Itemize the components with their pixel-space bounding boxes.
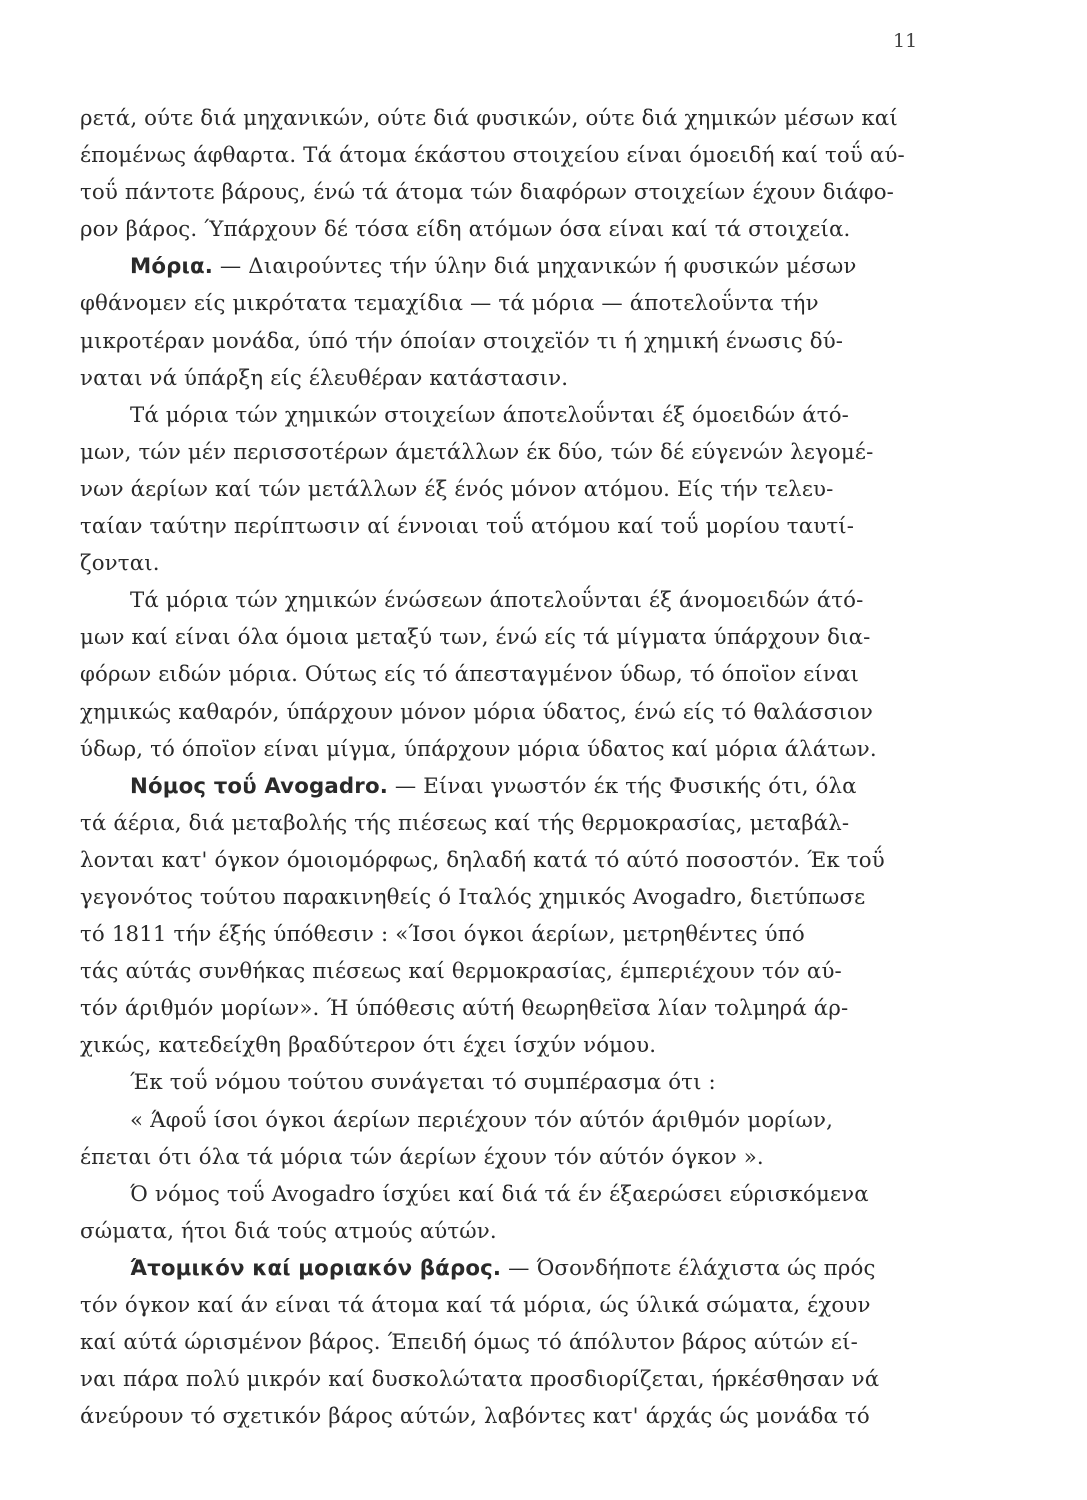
text-line (80, 879, 940, 916)
line-text: Τά μόρια τών χημικών στοιχείων άποτελοΰνται έξ όμοειδών άτό- (130, 402, 850, 428)
line-text: σώματα, ήτοι διά τούς ατμούς αύτών. (80, 1218, 497, 1244)
text-line (80, 916, 940, 953)
text-line (80, 1250, 940, 1287)
line-text: έπομένως άφθαρτα. Τά άτομα έκάστου στοιχείου είναι όμοειδή καί τοΰ αύ- (80, 143, 905, 169)
line-text: « Άφοΰ ίσοι όγκοι άερίων περιέχουν τόν αύτόν άριθμόν μορίων, (130, 1107, 833, 1133)
line-text: τόν άριθμόν μορίων». Ή ύπόθεσις αύτή θεωρηθεϊσα λίαν τολμηρά άρ- (80, 996, 849, 1022)
line-text: — Διαιρούντες τήν ύλην διά μηχανικών ή φυσικών μέσων (213, 254, 857, 280)
text-line (80, 1064, 940, 1101)
text-line (80, 1398, 940, 1435)
text-line (80, 582, 940, 619)
text-line (80, 285, 940, 322)
line-text: ναι πάρα πολύ μικρόν καί δυσκολώτατα προσδιορίζεται, ήρκέσθησαν νά (80, 1367, 880, 1393)
line-text: ύδωρ, τό όποϊον είναι μίγμα, ύπάρχουν μόρια ύδατος καί μόρια άλάτων. (80, 736, 877, 762)
text-line (80, 248, 940, 285)
line-text: γεγονότος τούτου παρακινηθείς ό Ιταλός χημικός Avogadro, διετύπωσε (80, 884, 866, 910)
line-text: Ό νόμος τοΰ Avogadro ίσχύει καί διά τά έν έξαερώσει εύρισκόμενα (130, 1181, 869, 1207)
text-line (80, 397, 940, 434)
text-line (80, 211, 940, 248)
text-line (80, 100, 940, 137)
line-text: νων άερίων καί τών μετάλλων έξ ένός μόνον ατόμου. Είς τήν τελευ- (80, 476, 834, 502)
line-text: καί αύτά ώρισμένον βάρος. Έπειδή όμως τό άπόλυτον βάρος αύτών εί- (80, 1330, 858, 1356)
line-text: ταίαν ταύτην περίπτωσιν αί έννοιαι τοΰ ατόμου καί τοΰ μορίου ταυτί- (80, 514, 855, 540)
text-line (80, 434, 940, 471)
line-text: Έκ τοΰ νόμου τούτου συνάγεται τό συμπέρασμα ότι : (130, 1070, 716, 1096)
text-line (80, 1361, 940, 1398)
text-line (80, 1213, 940, 1250)
line-text: μων καί είναι όλα όμοια μεταξύ των, ένώ είς τά μίγματα ύπάρχουν δια- (80, 625, 871, 651)
text-line (80, 323, 940, 360)
line-text: ρον βάρος. Ύπάρχουν δέ τόσα είδη ατόμων όσα είναι καί τά στοιχεία. (80, 217, 851, 243)
line-text: έπεται ότι όλα τά μόρια τών άερίων έχουν τόν αύτόν όγκον ». (80, 1144, 764, 1170)
line-text: τόν όγκον καί άν είναι τά άτομα καί τά μόρια, ώς ύλικά σώματα, έχουν (80, 1293, 871, 1318)
line-text: χημικώς καθαρόν, ύπάρχουν μόνον μόρια ύδατος, ένώ είς τό θαλάσσιον (80, 699, 873, 725)
line-text: μων, τών μέν περισσοτέρων άμετάλλων έκ δύο, τών δέ εύγενών λεγομέ- (80, 439, 874, 465)
line-text: — Όσονδήποτε έλάχιστα ώς πρός (501, 1255, 876, 1281)
text-line (80, 842, 940, 879)
line-text: τάς αύτάς συνθήκας πιέσεως καί θερμοκρασίας, έμπεριέχουν τόν αύ- (80, 959, 842, 985)
text-line (80, 545, 940, 582)
page-number: 11 (893, 30, 918, 52)
text-line (80, 1324, 940, 1361)
line-text: — Είναι γνωστόν έκ τής Φυσικής ότι, όλα (388, 773, 857, 799)
text-line (80, 768, 940, 805)
text-line (80, 619, 940, 656)
body-text (80, 100, 940, 1435)
text-line (80, 805, 940, 842)
text-line (80, 953, 940, 990)
line-text: χικώς, κατεδείχθη βραδύτερον ότι έχει ίσχύν νόμου. (80, 1033, 657, 1059)
text-line (80, 137, 940, 174)
line-text: ναται νά ύπάρξη είς έλευθέραν κατάστασιν. (80, 365, 569, 391)
line-text: άνεύρουν τό σχετικόν βάρος αύτών, λαβόντες κατ' άρχάς ώς μονάδα τό (80, 1404, 870, 1430)
line-text: ρετά, ούτε διά μηχανικών, ούτε διά φυσικών, ούτε διά χημικών μέσων καί (80, 106, 898, 131)
text-line (80, 508, 940, 545)
line-text: ζονται. (80, 551, 160, 577)
text-line (80, 360, 940, 397)
text-line (80, 656, 940, 693)
text-line (80, 471, 940, 508)
section-heading: Άτομικόν καί μοριακόν βάρος. (130, 1255, 502, 1281)
text-line (80, 731, 940, 768)
section-heading: Μόρια. (130, 254, 213, 280)
line-text: φόρων ειδών μόρια. Ούτως είς τό άπεσταγμένον ύδωρ, τό όποϊον είναι (80, 662, 860, 688)
text-line (80, 1027, 940, 1064)
line-text: Τά μόρια τών χημικών ένώσεων άποτελοΰνται έξ άνομοειδών άτό- (130, 588, 864, 614)
text-line (80, 1102, 940, 1139)
text-line (80, 174, 940, 211)
line-text: τό 1811 τήν έξής ύπόθεσιν : «Ίσοι όγκοι άερίων, μετρηθέντες ύπό (80, 922, 805, 948)
line-text: φθάνομεν είς μικρότατα τεμαχίδια — τά μόρια — άποτελοΰντα τήν (80, 291, 819, 317)
text-line (80, 1176, 940, 1213)
text-line (80, 1139, 940, 1176)
text-line (80, 694, 940, 731)
text-line (80, 1287, 940, 1324)
line-text: τά άέρια, διά μεταβολής τής πιέσεως καί τής θερμοκρασίας, μεταβάλ- (80, 810, 850, 836)
line-text: μικροτέραν μονάδα, ύπό τήν όποίαν στοιχεϊόν τι ή χημική ένωσις δύ- (80, 328, 844, 354)
section-heading: Νόμος τοΰ Avogadro. (130, 773, 388, 799)
text-line (80, 990, 940, 1027)
line-text: λονται κατ' όγκον όμοιομόρφως, δηλαδή κατά τό αύτό ποσοστόν. Έκ τοΰ (80, 847, 885, 873)
line-text: τοΰ πάντοτε βάρους, ένώ τά άτομα τών διαφόρων στοιχείων έχουν διάφο- (80, 180, 895, 206)
